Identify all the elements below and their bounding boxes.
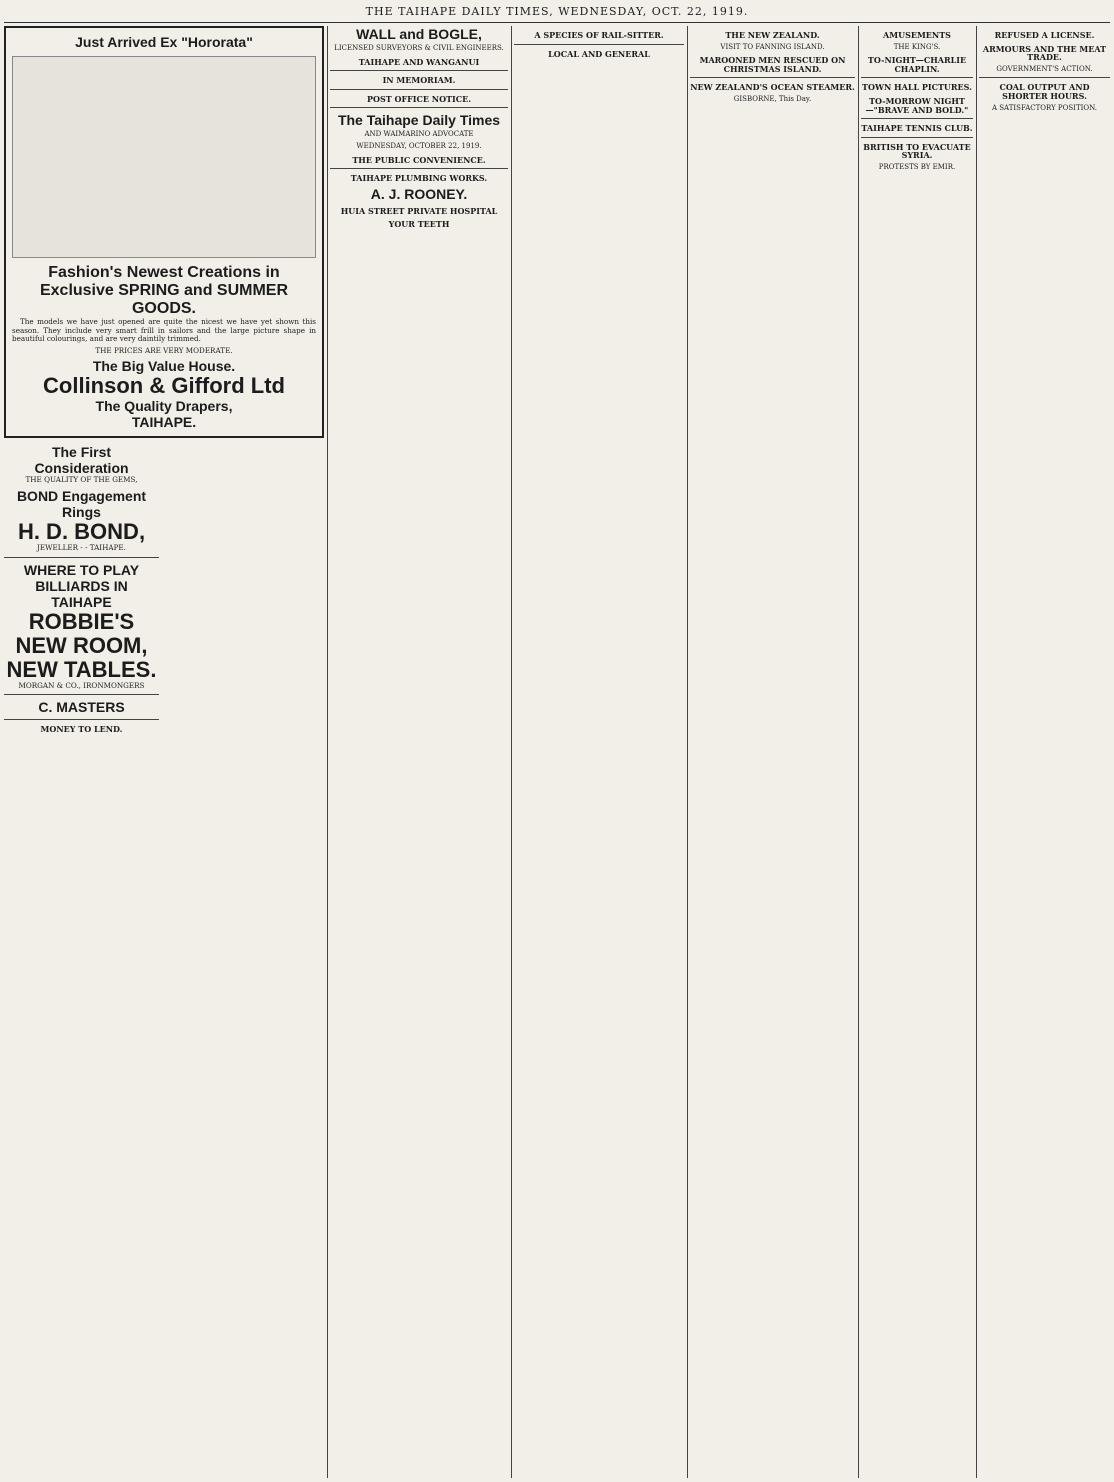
column-3 — [514, 26, 684, 1476]
column-4 — [690, 26, 855, 1476]
date: WEDNESDAY, OCTOBER 22, 1919. — [356, 141, 482, 150]
column-2 — [330, 26, 508, 1476]
chaplin: TO-NIGHT—CHARLIE CHAPLIN. — [867, 55, 967, 74]
brave: TO-MORROW NIGHT—"BRAVE AND BOLD." — [865, 95, 969, 115]
advocate: AND WAIMARINO ADVOCATE — [364, 130, 474, 139]
prices-note: THE PRICES ARE VERY MODERATE. — [95, 345, 233, 355]
masters: C. MASTERS — [38, 699, 125, 716]
armours: ARMOURS AND THE MEAT TRADE. — [982, 43, 1107, 63]
govt: GOVERNMENT'S ACTION. — [996, 64, 1093, 73]
wall-bogle: WALL and BOGLE, — [356, 26, 482, 42]
masthead: THE TAIHAPE DAILY TIMES, WEDNESDAY, OCT. 22, 1919. — [365, 5, 749, 18]
fashion-title: Fashion's Newest Creations in Exclusive SPRING and SUMMER GOODS. — [39, 264, 289, 317]
fanning: VISIT TO FANNING ISLAND. — [720, 42, 825, 51]
robbies: ROBBIE'S NEW ROOM, NEW TABLES. — [6, 608, 157, 682]
value-house: The Big Value House. — [92, 358, 236, 375]
amusements: AMUSEMENTS — [883, 30, 951, 40]
billiards: WHERE TO PLAY BILLIARDS IN TAIHAPE — [23, 561, 140, 610]
in-memoriam: IN MEMORIAM. — [382, 75, 456, 86]
places: TAIHAPE AND WANGANUI — [358, 56, 480, 67]
teeth: YOUR TEETH — [388, 219, 450, 230]
protests: PROTESTS BY EMIR. — [878, 162, 956, 171]
column-divider — [687, 26, 688, 1478]
marooned: MAROONED MEN RESCUED ON CHRISTMAS ISLAND. — [699, 55, 846, 74]
times-title: The Taihape Daily Times — [337, 112, 501, 129]
ad-headline: Just Arrived Ex "Hororata" — [75, 34, 253, 50]
satisfactory: A SATISFACTORY POSITION. — [991, 103, 1098, 112]
jeweller-line: JEWELLER - - TAIHAPE. — [37, 542, 126, 552]
column-divider — [976, 26, 977, 1478]
drapers: The Quality Drapers, — [95, 398, 233, 415]
gisborne: GISBORNE, This Day. — [733, 94, 812, 103]
money-lend: MONEY TO LEND. — [40, 724, 123, 735]
surveyors: LICENSED SURVEYORS & CIVIL ENGINEERS. — [334, 44, 504, 52]
tennis: TAIHAPE TENNIS CLUB. — [861, 123, 973, 134]
firm-name: Collinson & Gifford Ltd — [43, 373, 285, 399]
kings: THE KING'S. — [893, 42, 941, 51]
town: TAIHAPE. — [131, 414, 197, 431]
fashion-text: The models we have just opened are quite the nicest we have yet shown this season. They include very smart frill in sailors and the large picture shape in beautiful colourings, and are very daintily trimmed. — [12, 317, 316, 344]
new-zealand: THE NEW ZEALAND. — [725, 30, 820, 40]
collinson-ad — [4, 26, 324, 438]
post-office: POST OFFICE NOTICE. — [366, 93, 472, 104]
column-divider — [327, 26, 328, 1478]
quality-gems: THE QUALITY OF THE GEMS, — [25, 475, 138, 485]
ocean: NEW ZEALAND'S OCEAN STEAMER. — [690, 82, 855, 93]
local-general: LOCAL AND GENERAL — [548, 48, 650, 59]
jeweller-ad-column — [4, 444, 159, 736]
convenience: THE PUBLIC CONVENIENCE. — [352, 154, 486, 165]
town-hall: TOWN HALL PICTURES. — [862, 82, 972, 93]
rail-sitter: A SPECIES OF RAIL-SITTER. — [534, 30, 664, 40]
column-divider — [858, 26, 859, 1478]
column-6 — [979, 26, 1110, 1476]
column-divider — [511, 26, 512, 1478]
hospital: HUIA STREET PRIVATE HOSPITAL — [340, 205, 498, 216]
masthead-rule — [4, 22, 1110, 23]
rooney: A. J. ROONEY. — [370, 185, 468, 202]
hd-bond: H. D. BOND, — [17, 518, 146, 544]
fashion-illustration — [12, 56, 316, 258]
licence: REFUSED A LICENSE. — [994, 30, 1095, 40]
column-1 — [4, 26, 324, 1476]
column-5 — [861, 26, 973, 1476]
plumbing: TAIHAPE PLUMBING WORKS. — [350, 173, 488, 184]
coal: COAL OUTPUT AND SHORTER HOURS. — [999, 82, 1090, 101]
bond-rings: BOND Engagement Rings — [16, 487, 147, 520]
first-consideration: The First Consideration — [34, 444, 129, 477]
morgan: MORGAN & CO., IRONMONGERS — [18, 680, 145, 690]
syria: BRITISH TO EVACUATE SYRIA. — [863, 141, 971, 161]
